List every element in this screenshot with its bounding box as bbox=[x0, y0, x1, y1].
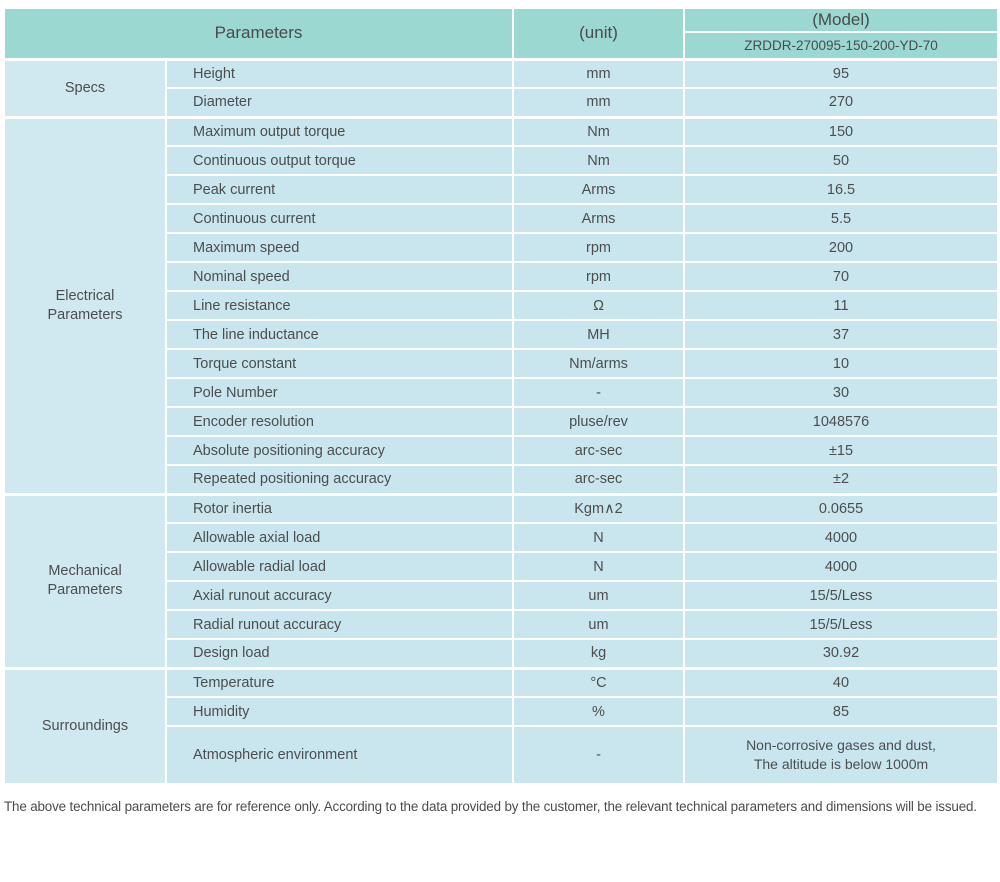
param-cell: Line resistance bbox=[166, 291, 513, 320]
param-cell: Nominal speed bbox=[166, 262, 513, 291]
param-cell: Maximum output torque bbox=[166, 117, 513, 146]
unit-cell: arc-sec bbox=[513, 436, 684, 465]
param-cell: Atmospheric environment bbox=[166, 726, 513, 784]
unit-cell: Nm bbox=[513, 146, 684, 175]
unit-cell: um bbox=[513, 581, 684, 610]
value-cell: 15/5/Less bbox=[684, 581, 998, 610]
value-cell: 16.5 bbox=[684, 175, 998, 204]
unit-cell: pluse/rev bbox=[513, 407, 684, 436]
param-cell: Continuous current bbox=[166, 204, 513, 233]
section-label-mechanical-parameters: Mechanical Parameters bbox=[4, 494, 166, 668]
unit-cell: Arms bbox=[513, 204, 684, 233]
value-cell: ±2 bbox=[684, 465, 998, 494]
param-cell: Continuous output torque bbox=[166, 146, 513, 175]
param-cell: Allowable axial load bbox=[166, 523, 513, 552]
unit-cell: N bbox=[513, 523, 684, 552]
param-cell: Rotor inertia bbox=[166, 494, 513, 523]
unit-cell: - bbox=[513, 378, 684, 407]
param-cell: Humidity bbox=[166, 697, 513, 726]
value-cell bbox=[684, 726, 998, 784]
value-cell: 30.92 bbox=[684, 639, 998, 668]
value-cell: 4000 bbox=[684, 523, 998, 552]
value-cell: 15/5/Less bbox=[684, 610, 998, 639]
param-cell: Axial runout accuracy bbox=[166, 581, 513, 610]
footnote: The above technical parameters are for reference only. According to the data provided by the customer, the relevant technical parameters and dimensions will be issued. bbox=[4, 799, 977, 814]
unit-cell: N bbox=[513, 552, 684, 581]
param-cell: Absolute positioning accuracy bbox=[166, 436, 513, 465]
section-label-surroundings: Surroundings bbox=[4, 668, 166, 784]
section-label-electrical-parameters: Electrical Parameters bbox=[4, 117, 166, 494]
unit-cell: - bbox=[513, 726, 684, 784]
param-cell: Pole Number bbox=[166, 378, 513, 407]
value-cell: 1048576 bbox=[684, 407, 998, 436]
value-line: Non-corrosive gases and dust, bbox=[746, 737, 936, 754]
param-cell: Repeated positioning accuracy bbox=[166, 465, 513, 494]
param-cell: The line inductance bbox=[166, 320, 513, 349]
value-cell: ±15 bbox=[684, 436, 998, 465]
table-header bbox=[4, 8, 998, 59]
param-cell: Maximum speed bbox=[166, 233, 513, 262]
value-cell: 50 bbox=[684, 146, 998, 175]
value-cell: 0.0655 bbox=[684, 494, 998, 523]
value-cell: 85 bbox=[684, 697, 998, 726]
param-cell: Temperature bbox=[166, 668, 513, 697]
value-cell: 5.5 bbox=[684, 204, 998, 233]
unit-cell: mm bbox=[513, 88, 684, 117]
table-row bbox=[4, 59, 998, 88]
value-cell: 37 bbox=[684, 320, 998, 349]
unit-cell: MH bbox=[513, 320, 684, 349]
unit-cell: Ω bbox=[513, 291, 684, 320]
param-cell: Peak current bbox=[166, 175, 513, 204]
section-label-specs: Specs bbox=[4, 59, 166, 117]
unit-cell: rpm bbox=[513, 262, 684, 291]
header-row-1 bbox=[4, 8, 998, 32]
unit-cell: um bbox=[513, 610, 684, 639]
header-parameters: Parameters bbox=[4, 8, 513, 59]
spec-table bbox=[3, 7, 999, 785]
value-line: The altitude is below 1000m bbox=[753, 756, 929, 772]
unit-cell: Nm bbox=[513, 117, 684, 146]
value-cell: 95 bbox=[684, 59, 998, 88]
table-row bbox=[4, 668, 998, 697]
param-cell: Diameter bbox=[166, 88, 513, 117]
param-cell: Height bbox=[166, 59, 513, 88]
unit-cell: Kgm∧2 bbox=[513, 494, 684, 523]
table-row bbox=[4, 494, 998, 523]
unit-cell: Arms bbox=[513, 175, 684, 204]
header-unit: (unit) bbox=[513, 8, 684, 59]
unit-cell: kg bbox=[513, 639, 684, 668]
param-cell: Allowable radial load bbox=[166, 552, 513, 581]
value-cell: 11 bbox=[684, 291, 998, 320]
unit-cell: arc-sec bbox=[513, 465, 684, 494]
header-model-value: ZRDDR-270095-150-200-YD-70 bbox=[684, 32, 998, 59]
unit-cell: rpm bbox=[513, 233, 684, 262]
value-cell: 150 bbox=[684, 117, 998, 146]
param-cell: Design load bbox=[166, 639, 513, 668]
param-cell: Radial runout accuracy bbox=[166, 610, 513, 639]
param-cell: Torque constant bbox=[166, 349, 513, 378]
value-cell: 4000 bbox=[684, 552, 998, 581]
value-cell: 40 bbox=[684, 668, 998, 697]
value-cell: 70 bbox=[684, 262, 998, 291]
value-cell: 30 bbox=[684, 378, 998, 407]
unit-cell: Nm/arms bbox=[513, 349, 684, 378]
value-cell: 200 bbox=[684, 233, 998, 262]
value-cell: 270 bbox=[684, 88, 998, 117]
unit-cell: °C bbox=[513, 668, 684, 697]
unit-cell: % bbox=[513, 697, 684, 726]
table-row bbox=[4, 117, 998, 146]
value-cell: 10 bbox=[684, 349, 998, 378]
unit-cell: mm bbox=[513, 59, 684, 88]
header-model: (Model) bbox=[684, 8, 998, 32]
param-cell: Encoder resolution bbox=[166, 407, 513, 436]
